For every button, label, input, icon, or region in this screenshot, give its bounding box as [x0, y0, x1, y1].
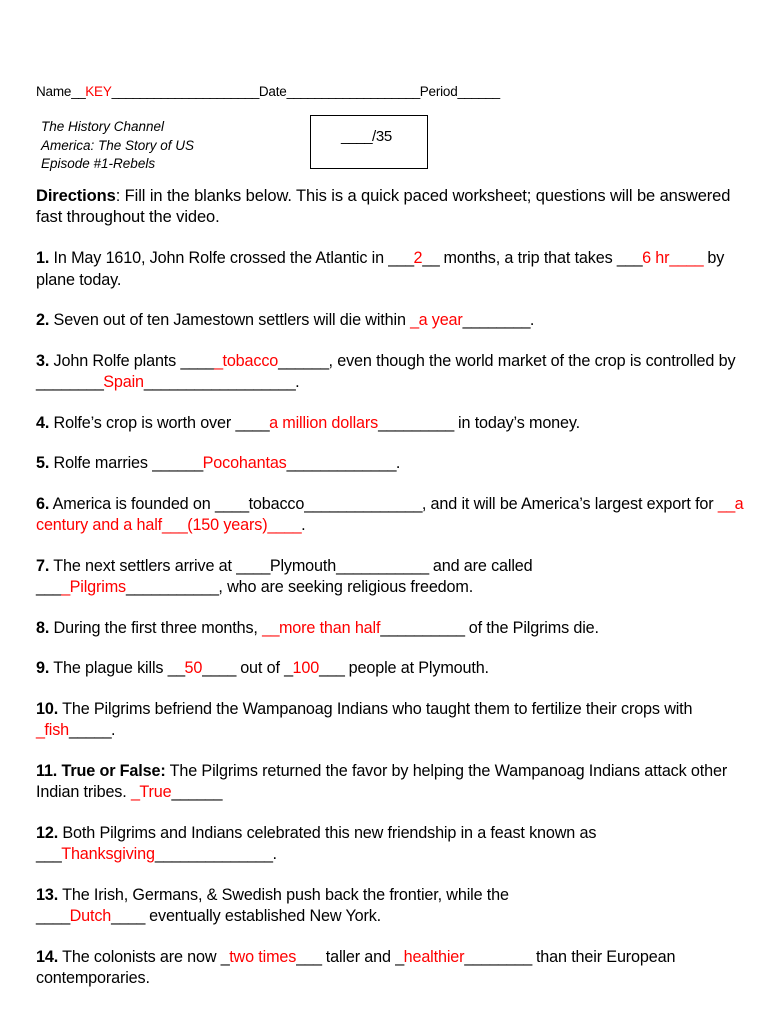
question-text: and are called	[428, 556, 533, 575]
question-text: .	[529, 311, 535, 329]
question-text: tobacco	[248, 494, 305, 513]
question-item	[36, 413, 745, 435]
source-line-episode: Episode #1-Rebels	[41, 156, 156, 171]
answer-rule: _________	[378, 413, 454, 432]
answer-rule: ____	[235, 413, 270, 432]
answer-rule: ____	[236, 556, 270, 575]
student-info-line	[36, 84, 745, 100]
answer-rule: _	[284, 659, 293, 677]
answer-rule: ____	[669, 249, 704, 267]
answer-rule: __	[422, 249, 440, 267]
question-text: Seven out of ten Jamestown settlers will die within	[49, 311, 411, 329]
question-number: 9.	[36, 659, 50, 677]
question-text: Rolfe marries	[49, 454, 153, 472]
answer-rule: ___	[162, 516, 188, 534]
question-item	[36, 248, 745, 291]
question-number: 5.	[36, 454, 50, 472]
question-text: Both Pilgrims and Indians celebrated this new friendship in a feast known as	[58, 823, 597, 842]
question-list	[36, 248, 745, 990]
answer-text: more than half	[278, 618, 381, 637]
score-total: /35	[371, 128, 392, 145]
question-text: eventually established New York.	[144, 907, 382, 925]
question-text: The next settlers arrive at	[49, 556, 237, 575]
date-label: Date	[258, 84, 287, 99]
answer-text: 100	[292, 659, 320, 677]
period-label: Period	[419, 84, 458, 99]
answer-rule: __________	[380, 618, 465, 637]
score-box	[310, 115, 428, 169]
answer-text: a million dollars	[269, 413, 379, 432]
question-text: .	[301, 516, 306, 534]
answer-rule: _____________	[286, 454, 396, 472]
question-item	[36, 699, 745, 742]
answer-text: Pilgrims	[69, 578, 126, 596]
answer-rule: ____	[36, 907, 70, 925]
answer-rule: ______________	[304, 494, 422, 513]
question-item	[36, 618, 745, 640]
question-text: out of	[235, 659, 285, 677]
score-blank: ____	[341, 128, 372, 145]
question-item	[36, 310, 745, 332]
answer-rule: ___________	[125, 578, 219, 596]
answer-rule: ____	[214, 494, 249, 513]
answer-rule: ______________	[154, 845, 273, 863]
question-text: John Rolfe plants	[49, 351, 181, 370]
question-text: The Irish, Germans, & Swedish push back the frontier, while the	[58, 885, 509, 904]
answer-text: healthier	[403, 947, 465, 966]
answer-rule: ___________	[336, 556, 429, 575]
answer-rule: _	[395, 947, 404, 966]
question-text: .	[111, 721, 116, 739]
answer-rule: __	[262, 618, 279, 637]
answer-text: tobacco	[222, 351, 279, 370]
answer-text: fish	[44, 721, 69, 739]
answer-text: 2	[413, 249, 423, 267]
directions	[36, 186, 745, 228]
question-text: of the Pilgrims die.	[464, 618, 599, 637]
answer-rule: ______	[278, 351, 329, 370]
question-text: Plymouth	[269, 556, 337, 575]
name-rule-before: __	[71, 84, 86, 99]
score-box-text	[311, 116, 427, 145]
name-answer: KEY	[85, 84, 112, 99]
period-rule: ______	[457, 84, 500, 99]
question-number: 11.	[36, 761, 58, 780]
question-text: than their European contemporaries.	[36, 947, 676, 987]
source-and-score-row	[36, 118, 745, 184]
answer-text: (150 years)	[187, 516, 268, 534]
answer-text: Pocohantas	[202, 454, 287, 472]
question-text: by plane today.	[36, 249, 725, 289]
source-line-channel: The History Channel	[41, 119, 165, 134]
question-item	[36, 823, 745, 866]
answer-rule: ____	[111, 907, 145, 925]
question-item	[36, 556, 745, 599]
question-text: The colonists are now	[58, 947, 221, 966]
answer-rule: ___	[36, 845, 62, 863]
question-number: 13.	[36, 885, 59, 904]
name-rule-after: _____________________	[111, 84, 259, 99]
answer-rule: ________	[36, 373, 104, 391]
question-item	[36, 351, 745, 394]
answer-rule: ___	[616, 249, 643, 267]
answer-rule: ________	[464, 947, 532, 966]
answer-rule: ___	[36, 578, 62, 596]
question-number: 4.	[36, 413, 50, 432]
answer-rule: _	[214, 351, 223, 370]
question-text: months, a trip that takes	[439, 249, 617, 267]
answer-text: two times	[229, 947, 297, 966]
answer-rule: _	[36, 721, 45, 739]
source-block	[36, 118, 301, 174]
question-number: 10.	[36, 699, 59, 718]
answer-rule: ___	[388, 249, 414, 267]
question-text: During the first three months,	[49, 618, 263, 637]
date-rule: ___________________	[286, 84, 420, 99]
answer-text: Spain	[103, 373, 144, 391]
answer-rule: _	[410, 311, 419, 329]
question-number: 1.	[36, 249, 50, 267]
question-number: 2.	[36, 311, 50, 329]
answer-rule: _____	[69, 721, 112, 739]
answer-rule: _	[220, 947, 230, 966]
answer-rule: _	[130, 783, 140, 801]
answer-rule: ______	[171, 783, 222, 801]
question-text: The Pilgrims returned the favor by helping the Wampanoag Indians attack other Indian tribes.	[36, 761, 728, 801]
question-text: The plague kills	[49, 659, 168, 677]
directions-text: : Fill in the blanks below. This is a quick paced worksheet; questions will be answered fast throughout the video.	[36, 187, 731, 226]
question-number: 6.	[36, 494, 50, 513]
question-number: 8.	[36, 618, 50, 637]
question-text: , who are seeking religious freedom.	[218, 578, 474, 596]
question-text: , even though the world market of the crop is controlled by	[328, 351, 736, 370]
question-text: America is founded on	[49, 494, 215, 513]
question-item	[36, 494, 745, 537]
question-number: 14.	[36, 947, 59, 966]
answer-text: a century and a half	[36, 494, 744, 534]
question-text: .	[395, 454, 401, 472]
question-number: 3.	[36, 351, 50, 370]
answer-rule: __	[167, 659, 185, 677]
answer-text: Dutch	[69, 907, 112, 925]
answer-rule: _	[61, 578, 70, 596]
answer-rule: ___	[319, 659, 345, 677]
directions-label: Directions	[36, 187, 116, 205]
source-line-series: America: The Story of US	[41, 137, 195, 153]
answer-rule: __	[717, 494, 735, 513]
answer-text: True	[139, 783, 172, 801]
question-item	[36, 885, 745, 928]
question-text: , and it will be America’s largest export for	[421, 494, 718, 513]
question-item	[36, 453, 745, 475]
question-number: 12.	[36, 823, 59, 842]
question-text: In May 1610, John Rolfe crossed the Atlantic in	[49, 249, 389, 267]
answer-text: a year	[418, 311, 463, 329]
question-text: in today’s money.	[453, 413, 580, 432]
question-text: .	[272, 845, 277, 863]
name-label: Name	[36, 84, 72, 99]
question-text: taller and	[321, 947, 396, 966]
question-bold-lead: True or False:	[57, 761, 166, 780]
question-text: The Pilgrims befriend the Wampanoag Indians who taught them to fertilize their crops with	[58, 699, 693, 718]
question-number: 7.	[36, 556, 50, 575]
answer-rule: ____	[267, 516, 302, 534]
question-item	[36, 761, 745, 804]
question-text: Rolfe’s crop is worth over	[49, 413, 236, 432]
answer-text: Thanksgiving	[61, 845, 155, 863]
answer-text: 50	[184, 659, 203, 677]
answer-rule: ________	[462, 311, 530, 329]
answer-rule: ____	[202, 659, 236, 677]
answer-rule: ___	[296, 947, 322, 966]
question-item	[36, 658, 745, 680]
question-item	[36, 947, 745, 990]
question-text: people at Plymouth.	[344, 659, 489, 677]
answer-rule: __________________	[143, 373, 296, 391]
answer-text: 6 hr	[642, 249, 670, 267]
answer-rule: ____	[180, 351, 215, 370]
question-text: .	[295, 373, 300, 391]
answer-rule: ______	[152, 454, 203, 472]
